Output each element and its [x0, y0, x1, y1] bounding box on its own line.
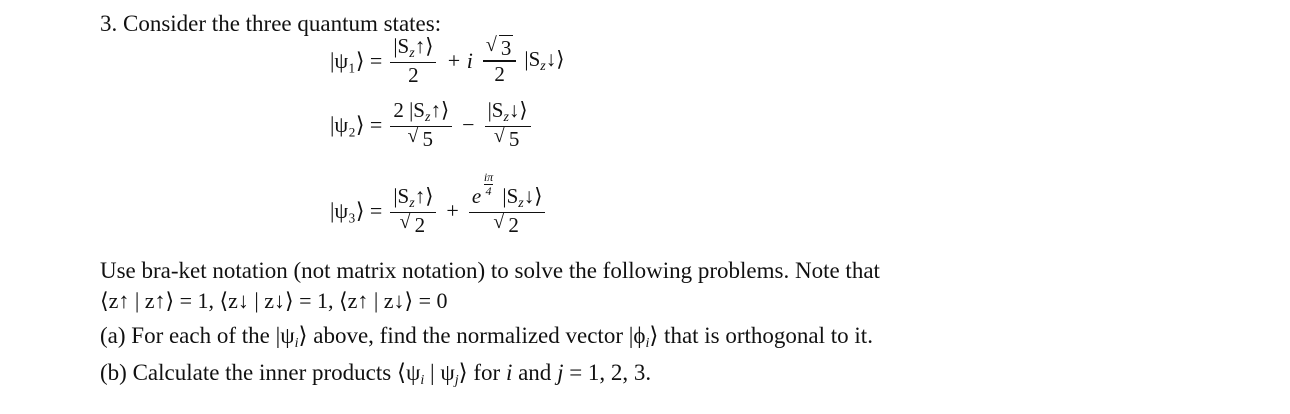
part-a: (a) For each of the $|\psi_i⟩$ above, find the normalized vector $|\phi_i⟩$ that is orthogonal to it.: [100, 323, 873, 351]
psi2-term2-numerator: $|S_z↓⟩$: [487, 98, 528, 125]
equation-psi2: [330, 98, 533, 152]
psi2-term1-numerator: 2 $|S_z↑⟩$: [393, 98, 450, 125]
psi1-term2-numerator: √ 3: [485, 33, 512, 60]
problem-number: 3.: [100, 11, 118, 36]
psi3-term2-fraction: [469, 170, 546, 238]
equation-psi3: [330, 170, 547, 238]
psi3-operator: +: [446, 197, 459, 223]
psi2-lhs: |ψ₂⟩ =: [330, 111, 383, 137]
psi3-term1-fraction: [390, 184, 436, 238]
equation-psi1: [330, 34, 564, 88]
psi3-term2-numerator: e iπ 4 $|S_z↓⟩$: [471, 170, 543, 211]
psi1-lhs: |ψ₁⟩ =: [330, 47, 383, 73]
psi3-term1-denominator: √ 2: [399, 211, 426, 238]
psi3-term1-numerator: $|S_z↑⟩$: [393, 184, 434, 211]
instructions-line1: Use bra-ket notation (not matrix notation) to solve the following problems. Note that: [100, 258, 880, 283]
psi2-term1-fraction: [390, 98, 452, 152]
psi2-operator: −: [462, 111, 475, 137]
psi1-term2-denominator: 2: [494, 61, 505, 86]
psi1-term1-denominator: 2: [408, 63, 419, 88]
problem-intro: Consider the three quantum states:: [123, 11, 442, 36]
psi2-term2-denominator: √ 5: [493, 125, 520, 152]
psi1-term2-fraction: [483, 33, 517, 86]
psi1-operator: + i: [446, 47, 473, 73]
psi2-term2-fraction: [485, 98, 531, 152]
psi1-ket-down: $|S_z↓⟩$: [524, 46, 565, 74]
psi1-term1-fraction: [390, 34, 436, 88]
psi2-term1-denominator: √ 5: [407, 125, 433, 152]
part-b: (b) Calculate the inner products $⟨\psi_i$ | $\psi_j⟩$ for i and j = 1, 2, 3.: [100, 360, 652, 388]
instructions-line2: ⟨z↑ | z↑⟩ = 1, ⟨z↓ | z↓⟩ = 1, ⟨z↑ | z↓⟩ = 0: [100, 288, 448, 313]
psi1-term1-numerator: $|S_z↑⟩$: [393, 34, 434, 61]
phase-factor: e iπ 4: [471, 170, 494, 208]
psi3-term2-denominator: √ 2: [493, 211, 519, 238]
problem-header: [100, 12, 441, 35]
psi3-lhs: |ψ₃⟩ =: [330, 197, 383, 223]
